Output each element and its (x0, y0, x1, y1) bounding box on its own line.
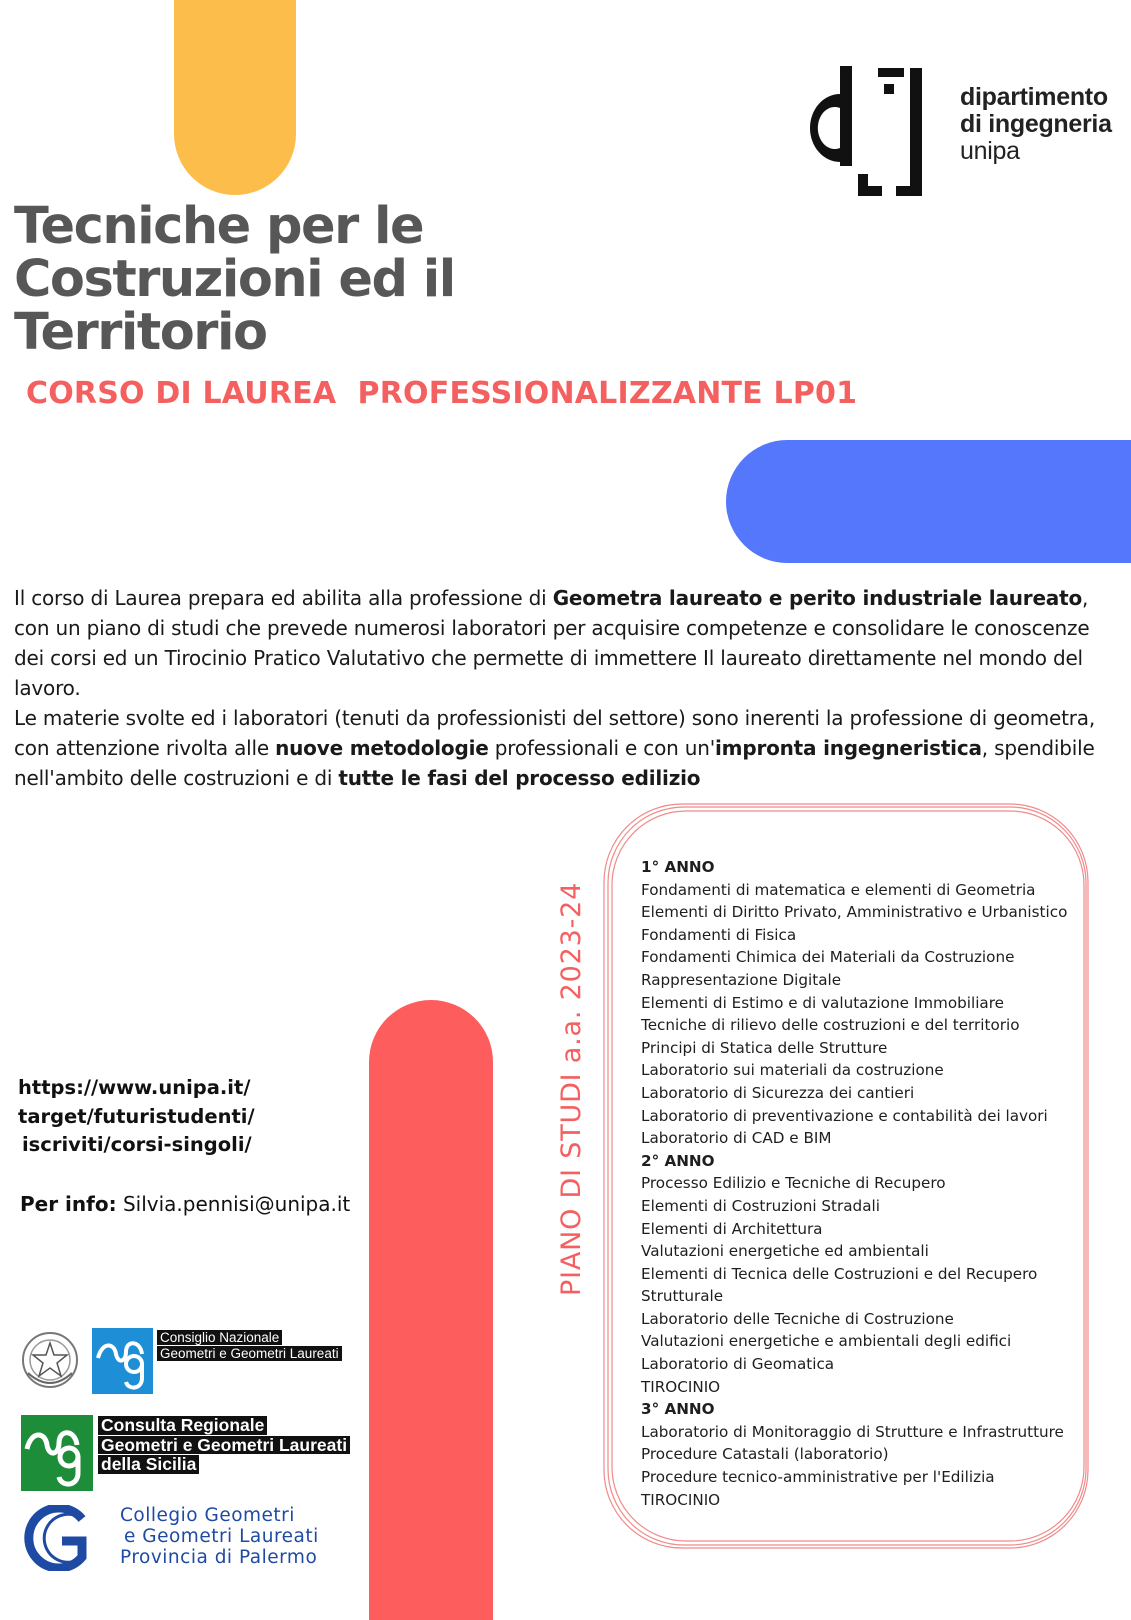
collegio-line-3: Provincia di Palermo (120, 1547, 318, 1568)
list-item: Laboratorio sui materiali da costruzione (641, 1061, 944, 1080)
intro-paragraph-2 (14, 703, 1109, 793)
url-line-2[interactable]: target/futuristudenti/ (18, 1104, 255, 1128)
intro-text-span: professionali e con un' (488, 736, 716, 760)
intro-text-span: , con un piano di studi che prevede numerosi laboratori per acquisire competenze e consolidare le conoscenze dei corsi ed un Tirocinio Pratico Valutativo che permette di immettere Il laureato direttamente nel mondo del lavoro. (14, 586, 1090, 700)
collegio-geometri-text (120, 1505, 319, 1568)
list-item: Tecniche di rilievo delle costruzioni e del territorio (641, 1016, 1020, 1035)
blue-decorative-shape (726, 440, 1131, 563)
list-item: Processo Edilizio e Tecniche di Recupero (641, 1174, 946, 1193)
title-line-2: Costruzioni ed il (14, 250, 455, 309)
department-logo (796, 66, 1116, 196)
logo-text-dipartimento: dipartimento (960, 83, 1108, 111)
list-item: TIROCINIO (641, 1490, 721, 1509)
year-2-heading: 2° ANNO (641, 1151, 715, 1170)
list-item: Laboratorio di Sicurezza dei cantieri (641, 1083, 915, 1102)
cnggl-label-line-1: Consiglio Nazionale (157, 1330, 282, 1345)
intro-bold-span: Geometra laureato e perito industriale laureato (552, 586, 1083, 610)
cnggl-mark-icon (92, 1328, 153, 1394)
list-item: Elementi di Architettura (641, 1219, 823, 1238)
list-item: Elementi di Tecnica delle Costruzioni e del Recupero Strutturale (641, 1264, 1038, 1306)
intro-bold-span: tutte le fasi del processo edilizio (338, 766, 701, 790)
list-item: Procedure tecnico-amministrative per l'Edilizia (641, 1468, 995, 1487)
consulta-label-line-2: Geometri e Geometri Laureati (98, 1436, 350, 1455)
list-item: Laboratorio delle Tecniche di Costruzione (641, 1309, 954, 1328)
red-decorative-shape (369, 1000, 493, 1620)
consulta-mark-icon (21, 1415, 93, 1491)
list-item: Elementi di Diritto Privato, Amministrativo e Urbanistico (641, 903, 1068, 922)
study-plan-list (641, 856, 1091, 1511)
year-1-heading: 1° ANNO (641, 858, 715, 876)
list-item: Fondamenti di matematica e elementi di Geometria (641, 880, 1036, 899)
intro-paragraph-1 (14, 583, 1109, 703)
study-plan-vertical-label: PIANO DI STUDI a.a. 2023-24 (556, 881, 587, 1296)
list-item: Procedure Catastali (laboratorio) (641, 1445, 889, 1464)
list-item: Elementi di Estimo e di valutazione Immobiliare (641, 993, 1004, 1012)
info-email-link[interactable]: Silvia.pennisi@unipa.it (122, 1192, 351, 1216)
list-item: Fondamenti di Fisica (641, 925, 797, 944)
year-3-heading: 3° ANNO (641, 1400, 715, 1419)
title-line-3: Territorio (14, 303, 267, 362)
consulta-regionale-label (98, 1416, 350, 1475)
url-line-3[interactable]: iscriviti/corsi-singoli/ (22, 1133, 252, 1156)
consulta-label-line-1: Consulta Regionale (98, 1416, 267, 1435)
list-item: Fondamenti Chimica dei Materiali da Costruzione (641, 948, 1015, 967)
intro-text-span: Le materie svolte ed i laboratori (tenuti da professionisti del settore) sono inerenti la professione di geometra, con attenzione rivolta alle (14, 706, 1096, 760)
logo-text-ingegneria: di ingegneria (960, 110, 1112, 138)
intro-text (14, 583, 1109, 793)
list-item: Laboratorio di Monitoraggio di Strutture e Infrastrutture (641, 1422, 1064, 1441)
list-item: Valutazioni energetiche ed ambientali (641, 1242, 929, 1261)
list-item: Valutazioni energetiche e ambientali degli edifici (641, 1332, 1012, 1351)
course-subtitle: CORSO DI LAUREA PROFESSIONALIZZANTE LP01 (26, 376, 858, 411)
info-label: Per info: (20, 1192, 117, 1216)
cnggl-logo (92, 1328, 153, 1394)
logo-text-unipa: unipa (960, 137, 1020, 165)
intro-bold-span: impronta ingegneristica (715, 736, 982, 760)
collegio-line-1: Collegio Geometri (120, 1505, 295, 1526)
list-item: Laboratorio di preventivazione e contabilità dei lavori (641, 1106, 1048, 1125)
intro-bold-span: nuove metodologie (275, 736, 489, 760)
logo-dij-mark-icon (796, 66, 941, 196)
intro-text-span: , spendibile nell'ambito delle costruzioni e di (14, 736, 1095, 790)
list-item: Principi di Statica delle Strutture (641, 1038, 888, 1057)
list-item: Elementi di Costruzioni Stradali (641, 1196, 880, 1215)
intro-text-span: Il corso di Laurea prepara ed abilita alla professione di (14, 586, 553, 610)
list-item: TIROCINIO (641, 1377, 721, 1396)
yellow-decorative-shape (174, 0, 296, 195)
list-item: Laboratorio di CAD e BIM (641, 1129, 832, 1148)
collegio-line-2: e Geometri Laureati (124, 1526, 319, 1547)
title-line-1: Tecniche per le (14, 197, 424, 256)
consulta-label-line-3: della Sicilia (98, 1455, 199, 1474)
url-line-1[interactable]: https://www.unipa.it/ (18, 1076, 251, 1099)
cnggl-label (157, 1330, 342, 1362)
contact-info (20, 1192, 350, 1216)
page-title (14, 197, 574, 362)
cnggl-label-line-2: Geometri e Geometri Laureati (157, 1346, 342, 1361)
list-item: Laboratorio di Geomatica (641, 1355, 835, 1374)
list-item: Rappresentazione Digitale (641, 970, 842, 989)
consulta-regionale-logo (21, 1415, 93, 1491)
collegio-geometri-logo-icon (16, 1505, 96, 1571)
course-url-link[interactable] (18, 1074, 255, 1160)
italian-republic-emblem-icon (20, 1327, 80, 1393)
